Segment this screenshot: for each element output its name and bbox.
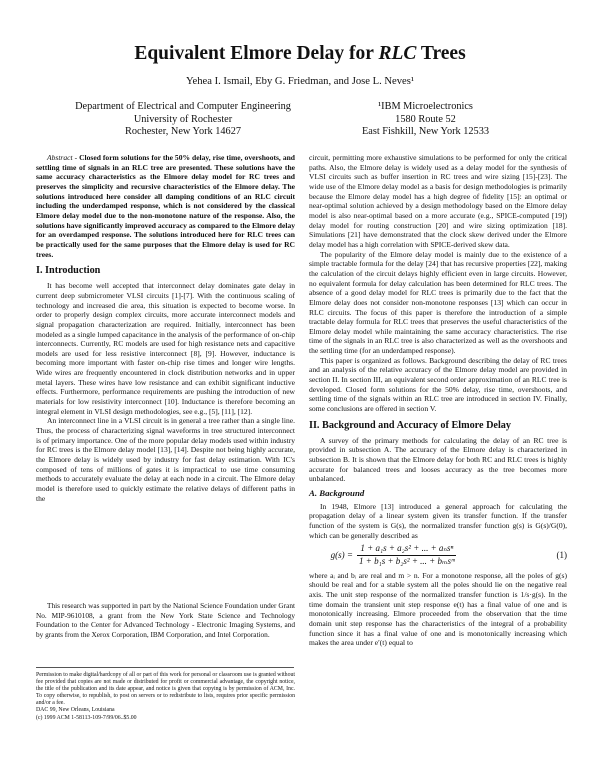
background-paragraph-1: A survey of the primary methods for calculating the delay of an RC tree is provided in subsection A. The accuracy of the Elmore delay is characterized in subsection B. It is shown that the Elmore delay for both RC and RLC trees is highly accurate for balanced trees and looses accuracy as the tree becomes more unbalanced. xyxy=(309,435,567,484)
intro-paragraph-2: An interconnect line in a VLSI circuit is in general a tree rather than a single line. Thus, the process of characterizing signal waveforms in tree structured interconnect is of primary importance. One of the more popular delay models used within industry for RC trees is the Elmore delay model [13], [14]. Despite not being highly accurate, the Elmore delay is widely used by industry for fast delay estimation. With IC's composed of tens of millions of gates it is impractical to use time consuming methods to accurately evaluate the delay at each node in a circuit. The Elmore delay model is therefore used to quickly estimate the relative delays of different paths in the xyxy=(36,416,295,503)
affiliation-ibm: ¹IBM Microelectronics 1580 Route 52 East Fishkill, New York 12533 xyxy=(361,101,489,138)
paper-title: Equivalent Elmore Delay for RLC Trees xyxy=(134,43,466,64)
equation-numerator: 1 + a₁s + a₂s² + ... + aₙsⁿ xyxy=(357,544,456,556)
equation-1 xyxy=(309,544,567,566)
equation-number: (1) xyxy=(556,549,567,560)
equation-denominator: 1 + b₁s + b₂s² + ... + bₘsᵐ xyxy=(359,555,455,566)
intro-paragraph-4: The popularity of the Elmore delay model is mainly due to the existence of a simple tractable formula for the delay [24] that has recursive properties [22], making the calculation of the circuit delays highly efficient even in large circuits. However, no equivalent formula for delay calculation has been determined for RLC trees. The absence of a good delay model for RLC trees is primarily due to the fact that the Elmore delay does not consider non-monotone responses [13] which can occur in RLC circuits. The focus of this paper is therefore the introduction of a simple tractable delay formula for RLC trees that preserves the useful characteristics of the Elmore delay model while maintaining the same accuracy characteristics. The rise time of the signals in an RLC tree is also characterized as well as the overshoots and the settling time (for an underdamped response). xyxy=(309,249,567,356)
right-column xyxy=(309,153,567,648)
left-column xyxy=(36,153,295,503)
subsection-heading-background: A. Background xyxy=(309,488,365,498)
background-paragraph-3: where aᵢ and bᵢ are real and m > n. For a monotone response, all the poles of g(s) should be real and for a stable system all the poles should lie on the negative real axis. The unit step response of the normalized transfer function is 1/s·g(s). In the time domain the transient unit step response e(t) has a final value of one and is monotonically increasing. Elmore proceeded from the observation that the time domain unit step response has the characteristics of the integral of a probability function since it has a final value of one and is monotonically increasing which makes the area under e′(t) equal to xyxy=(309,570,567,648)
author-list: Yehea I. Ismail, Eby G. Friedman, and Jose L. Neves¹ xyxy=(185,76,415,87)
section-heading-introduction: I. Introduction xyxy=(36,265,101,277)
affiliation-rochester: Department of Electrical and Computer Engineering University of Rochester Rochester, New York 14627 xyxy=(75,101,291,138)
equation-fraction xyxy=(356,544,458,566)
section-heading-background: II. Background and Accuracy of Elmore Delay xyxy=(309,419,511,431)
intro-paragraph-1: It has become well accepted that interconnect delay dominates gate delay in current deep submicrometer VLSI circuits [1]-[7]. With the continuous scaling of technology and increased die area, this situation is expected to become worse. In order to properly design complex circuits, more accurate interconnect models and signal propagation characterization are required. Initially, interconnect has been modeled as a single lumped capacitance in the analysis of the performance of on-chip interconnects. Currently, RC models are used for high resistance nets and capacitive models are used for less resistive interconnect [8], [9]. However, inductance is becoming more important with faster on-chip rise times and longer wire lengths. Wide wires are frequently encountered in clock distribution networks and in upper metal layers. These wires have low resistance and can exhibit significant inductive effects. Furthermore, performance requirements are pushing the introduction of new materials for low resistivity interconnect [10]. Inductance is therefore becoming an integral element in VLSI design methodologies, see e.g., [5], [11], [12]. xyxy=(36,281,295,416)
footnote-divider xyxy=(36,667,294,668)
intro-paragraph-5: This paper is organized as follows. Background describing the delay of RC trees and an analysis of the relative accuracy of the Elmore delay model are provided in section II. In section III, an equivalent second order approximation of an RLC tree is developed. Closed form solutions for the 50% delay, rise time, overshoots, and settling time of the signals within an RLC tree are introduced in section IV. Finally, some conclusions are offered in section V. xyxy=(309,355,567,414)
background-paragraph-2: In 1948, Elmore [13] introduced a general approach for calculating the propagation delay of a linear system given its transfer function. If the transfer function of the system is G(s), the normalized transfer function g(s) is G(s)/G(0), which can be generally described as xyxy=(309,501,567,540)
copyright-notice: Permission to make digital/hardcopy of all or part of this work for personal or classroom use is granted without fee provided that copies are not made or distributed for profit or commercial advantage, the copyright notice, the title of the publication and its date appear, and notice is given that copying is by permission of ACM, Inc. To copy otherwise, to republish, to post on servers or to redistribute to lists, requires prior specific permission and/or a fee. DAC 99, New Orleans, Louisiana (c) 1999 ACM 1-58113-109-7/99/06..$5.00 xyxy=(36,672,295,721)
funding-footnote: This research was supported in part by the National Science Foundation under Grant No. MIP-9610108, a grant from the New York State Science and Technology Foundation to the Center for Advanced Technology - Electronic Imaging Systems, and by grants from the Xerox Corporation, IBM Corporation, and Intel Corporation. xyxy=(36,601,295,639)
abstract: Abstract - Closed form solutions for the 50% delay, rise time, overshoots, and settling time of signals in an RLC tree are presented. These solutions have the same accuracy characteristics as the Elmore delay model for RC trees and preserves the simplicity and recursive characteristics of the Elmore delay. The solutions introduced here consider all damping conditions of an RLC circuit including the underdamped response, which is not considered by the classical Elmore delay model due to the non-monotone nature of the response. Also, the solutions have significantly improved accuracy as compared to the Elmore delay for an overdamped response. The solutions introduced here for RLC trees can be practically used for the same purposes that the Elmore delay is used for RC trees. xyxy=(36,153,295,259)
equation-lhs: g(s) = xyxy=(330,549,353,560)
intro-paragraph-3: circuit, permitting more exhaustive simulations to be performed for only the critical paths. Also, the Elmore delay is widely used as a delay model for the synthesis of VLSI circuits such as buffer insertion in RC trees and wire sizing [15]-[23]. The wide use of the Elmore delay model as a basis for design methodologies is primarily because the Elmore delay model has a high degree of fidelity [15]: an optimal or near-optimal solution achieved by a design methodology based on the Elmore delay model is also near-optimal based on a more accurate (e.g., SPICE-computed [19]) delay model for routing construction [20] and wire sizing optimization [18]. Simulations [21] have demonstrated that the clock skew derived under the Elmore delay model has a high correlation with SPICE-derived skew data. xyxy=(309,153,567,249)
